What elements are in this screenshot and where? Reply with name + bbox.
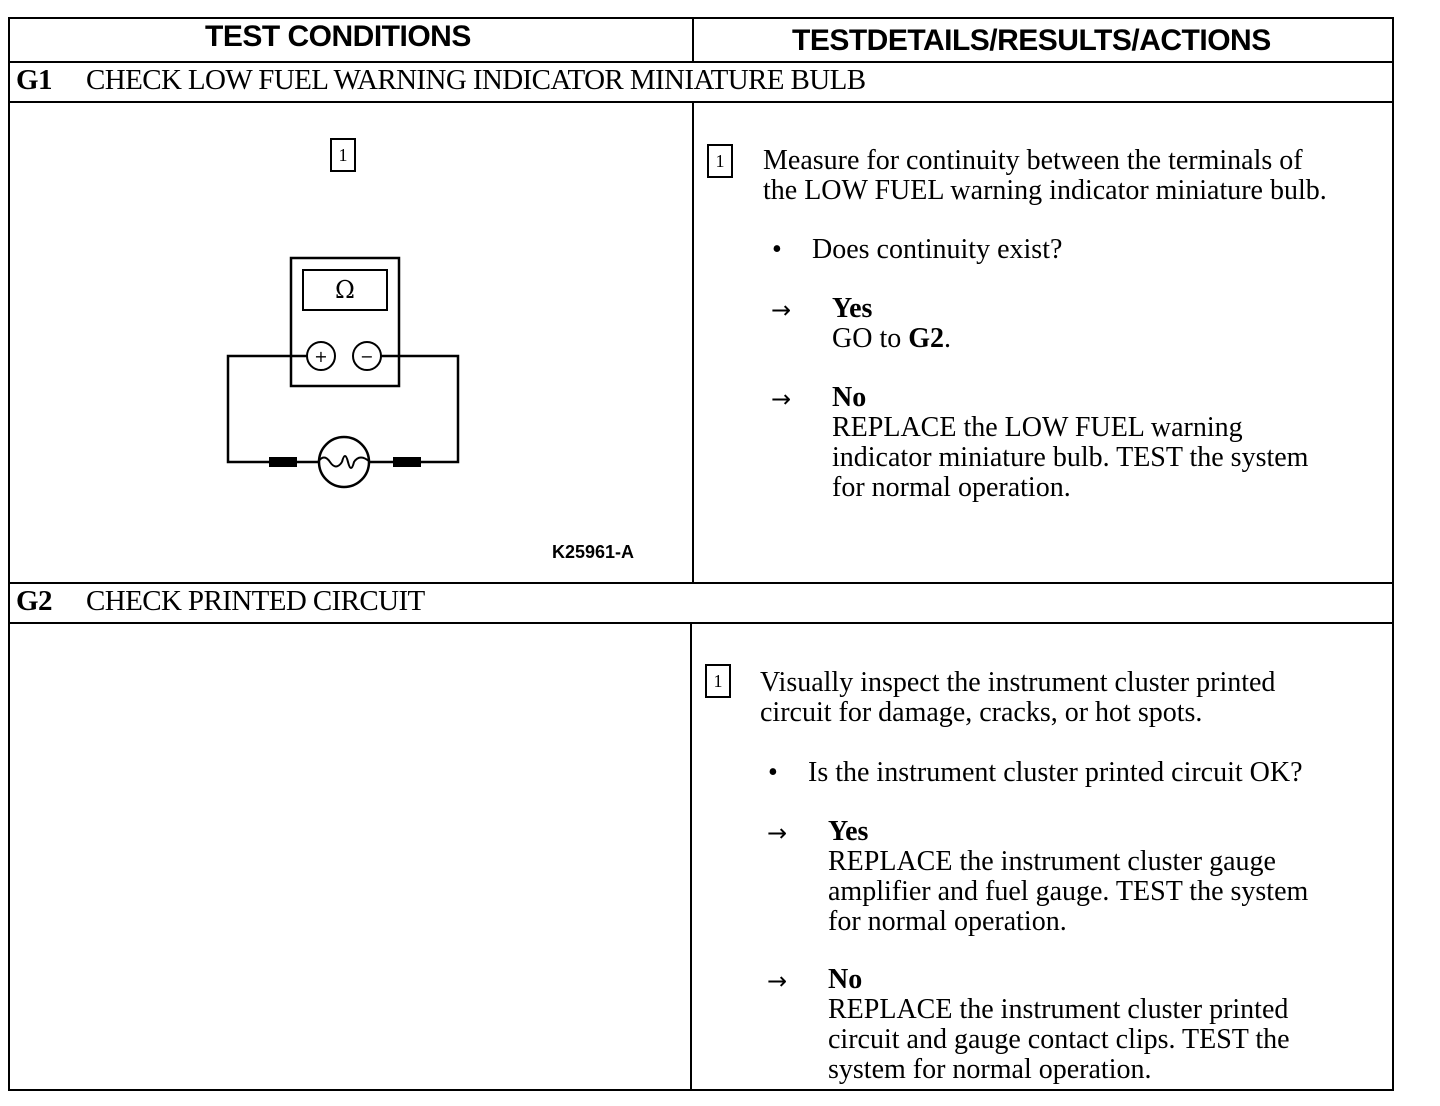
minus-terminal: − — [360, 347, 374, 366]
g2-no-arrow: → — [767, 967, 788, 995]
g1-yes-action-prefix: GO to — [832, 323, 909, 354]
step-g2-title: CHECK PRINTED CIRCUIT — [86, 585, 425, 617]
g1-yes-action-target: G2 — [908, 323, 945, 354]
figure-code: K25961-A — [552, 542, 635, 562]
g1-no-answer: No — [832, 382, 867, 413]
header-test-details: TESTDETAILS/RESULTS/ACTIONS — [792, 24, 1271, 57]
column-divider-header — [692, 17, 694, 63]
g2-bullet: • — [768, 757, 778, 788]
g1-yes-arrow: → — [771, 296, 792, 324]
step-g1-title-row — [16, 64, 866, 97]
step-g2-title-row — [16, 585, 425, 618]
g1-question: Does continuity exist? — [812, 234, 1063, 265]
column-divider-g2 — [690, 622, 692, 1090]
g1-title-rule — [8, 101, 1394, 103]
header-rule — [8, 61, 1394, 63]
g2-title-rule — [8, 622, 1394, 624]
g1-no-action: REPLACE the LOW FUEL warning indicator miniature bulb. TEST the system for normal operation. — [832, 412, 1309, 503]
g1-substep-box: 1 — [707, 144, 733, 178]
column-divider-g1 — [692, 101, 694, 584]
step-g2-id: G2 — [16, 585, 52, 617]
g2-instruction: Visually inspect the instrument cluster printed circuit for damage, cracks, or hot spots. — [760, 667, 1276, 728]
ohmmeter-bulb-circuit-icon — [220, 250, 480, 490]
header-test-conditions: TEST CONDITIONS — [205, 20, 471, 53]
g1-yes-action-suffix: . — [944, 323, 952, 354]
g2-yes-arrow: → — [767, 819, 788, 847]
g2-no-answer: No — [828, 964, 863, 995]
step-g1-id: G1 — [16, 64, 52, 96]
g1-no-arrow: → — [771, 385, 792, 413]
g2-yes-action: REPLACE the instrument cluster gauge amplifier and fuel gauge. TEST the system for normal operation. — [828, 846, 1309, 937]
g2-yes-answer: Yes — [828, 816, 869, 847]
g1-yes-action — [832, 324, 951, 354]
g2-substep-box: 1 — [705, 664, 731, 698]
g1-bullet: • — [772, 234, 782, 265]
g1-instruction: Measure for continuity between the terminals of the LOW FUEL warning indicator miniature bulb. — [763, 145, 1327, 206]
g1-end-rule — [8, 582, 1394, 584]
g2-no-action: REPLACE the instrument cluster printed circuit and gauge contact clips. TEST the system for normal operation. — [828, 994, 1290, 1085]
figure-step-box: 1 — [330, 138, 356, 172]
g2-question: Is the instrument cluster printed circuit OK? — [808, 757, 1303, 788]
plus-terminal: + — [314, 347, 328, 366]
step-g1-title: CHECK LOW FUEL WARNING INDICATOR MINIATURE BULB — [86, 64, 866, 96]
g1-yes-answer: Yes — [832, 293, 873, 324]
ohm-symbol: Ω — [335, 276, 355, 304]
